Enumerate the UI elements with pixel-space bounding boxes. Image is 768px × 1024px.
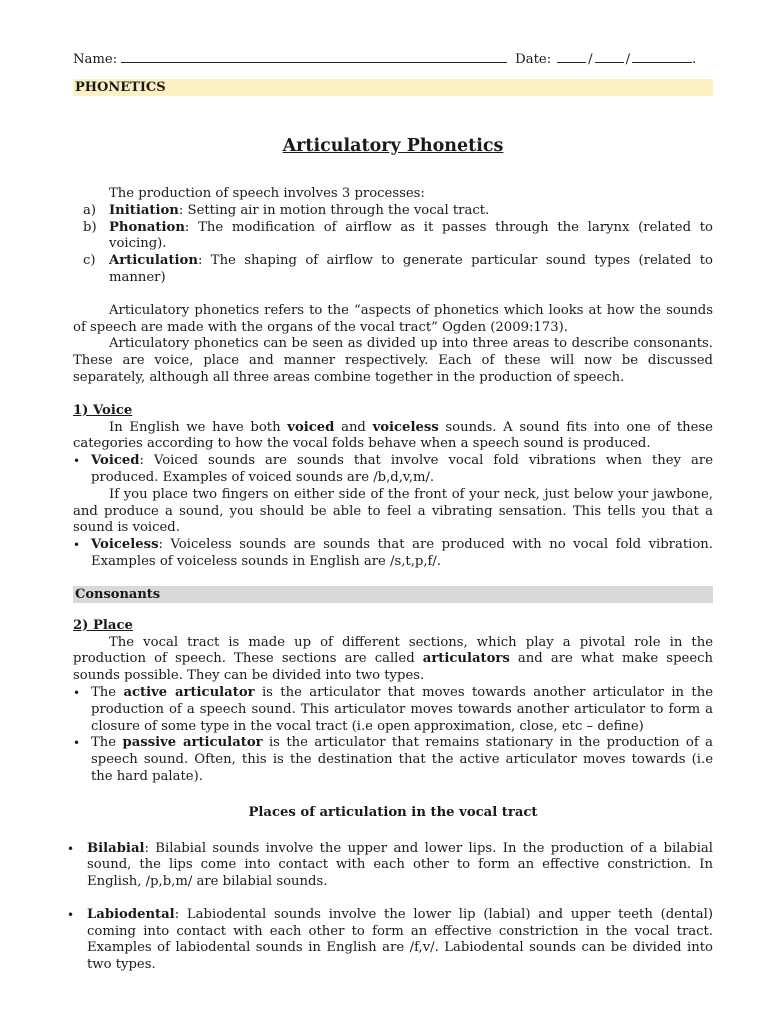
document-page [67,50,714,974]
date-day-blank [557,50,586,63]
list-marker: b) [83,219,97,235]
bullet-icon: • [73,685,81,700]
list-item [67,840,713,891]
bullet-icon: • [73,736,81,751]
term: Labiodental [87,906,175,922]
voice-paragraph: In English we have both voiced and voiceless sounds. A sound fits into one of these categories according to how the vocal folds behave when a speech sound is produced. [73,419,713,452]
list-marker: c) [83,253,96,269]
definition: : The shaping of airflow to generate particular sound types (related to manner) [109,253,713,285]
articulator-list [73,685,713,786]
definition: : Voiced sounds are sounds that involve vocal fold vibrations when they are produced. Examples of voiced sounds are /b,d,v,m/. [91,453,713,485]
list-marker: a) [83,202,97,218]
name-date-line [73,50,713,70]
term: Articulation [109,253,198,269]
subject-band: PHONETICS [73,79,713,96]
bullet-icon: • [67,907,75,922]
definition: : Labiodental sounds involve the lower lip (labial) and upper teeth (dental) coming into contact with each other to form an effective constriction in the vocal tract. Examples of labiodental sounds in English are /f,v/. Labiodental sounds can be divided into two types. [87,906,713,973]
list-item: • The active articulator is the articulator that moves towards another articulator in the production of a speech sound. This articulator moves towards another articulator to form a closure of some type in the vocal tract (i.e open approximation, close, etc – define) [73,684,714,734]
intro-lead: The production of speech involves 3 processes: [109,186,425,201]
section-heading-place: 2) Place [73,617,133,633]
consonants-band: Consonants [73,586,713,603]
list-item [73,220,713,254]
name-blank [121,50,507,63]
definition: is the articulator that remains stationary in the production of a speech sound. Often, this is the destination that the active articulator moves towards (i.e the hard palate). [91,735,714,784]
date-separator: / [625,52,631,67]
definition: : Bilabial sounds involve the upper and lower lips. In the production of a bilabial sound, the lips come into contact with each other to form an effective constriction. In English, /p,b,m/ are bilabial sounds. [87,840,713,890]
list-item [73,203,713,220]
list-item [73,537,713,571]
intro-paragraph: Articulatory phonetics refers to the “aspects of phonetics which looks at how the sounds of speech are made with the organs of the vocal tract” Ogden (2009:173). [73,302,713,335]
places-heading: Places of articulation in the vocal tract [248,804,538,820]
voice-list [73,453,713,487]
bullet-icon: • [73,538,81,553]
definition: : Voiceless sounds are sounds that are produced with no vocal fold vibration. Examples of voiceless sounds in English are /s,t,p,f/. [91,537,713,569]
bullet-icon: • [67,841,75,856]
definition: : Setting air in motion through the vocal tract. [178,202,490,218]
definition: is the articulator that moves towards another articulator in the production of a speech sound. This articulator moves towards another articulator to form a closure of some type in the vocal tract (i.e open approximation, close, etc – define) [91,684,714,734]
date-label: Date: [515,52,552,67]
list-item [73,453,713,487]
date-end: . [692,52,697,67]
process-list [73,203,713,287]
voice-list [73,537,713,571]
place-paragraph: The vocal tract is made up of different sections, which play a pivotal role in the production of speech. These sections are called articulators and are what make speech sounds possible. They can be divided into two types. [73,634,713,684]
voice-tip: If you place two fingers on either side of the front of your neck, just below your jawbone, and produce a sound, you should be able to feel a vibrating sensation. This tells you that a sound is voiced. [73,486,713,536]
section-heading-voice: 1) Voice [73,402,133,418]
term: Voiced [91,453,140,469]
intro-paragraph: Articulatory phonetics can be seen as divided up into three areas to describe consonants. These are voice, place and manner respectively. Each of these will now be discussed separately, although all three areas combine together in the production of speech. [73,336,713,385]
date-year-blank [632,50,692,63]
term: active articulator [123,684,255,700]
bullet-icon: • [73,454,81,469]
date-month-blank [595,50,624,63]
places-list [67,840,713,891]
term: Initiation [109,202,179,218]
list-item: • The passive articulator is the articulator that remains stationary in the production of a speech sound. Often, this is the destination that the active articulator moves towards (i.e the hard palate). [73,735,714,784]
list-item [73,253,713,287]
term: Voiceless [91,537,159,553]
term: passive articulator [122,735,263,751]
term: Bilabial [87,840,145,856]
definition: : The modification of airflow as it passes through the larynx (related to voicing). [109,219,713,252]
list-item [67,906,713,974]
name-label: Name: [73,52,118,67]
date-separator: / [588,52,593,67]
page-title: Articulatory Phonetics [282,136,504,156]
places-list [67,906,713,974]
term: Phonation [109,219,185,235]
